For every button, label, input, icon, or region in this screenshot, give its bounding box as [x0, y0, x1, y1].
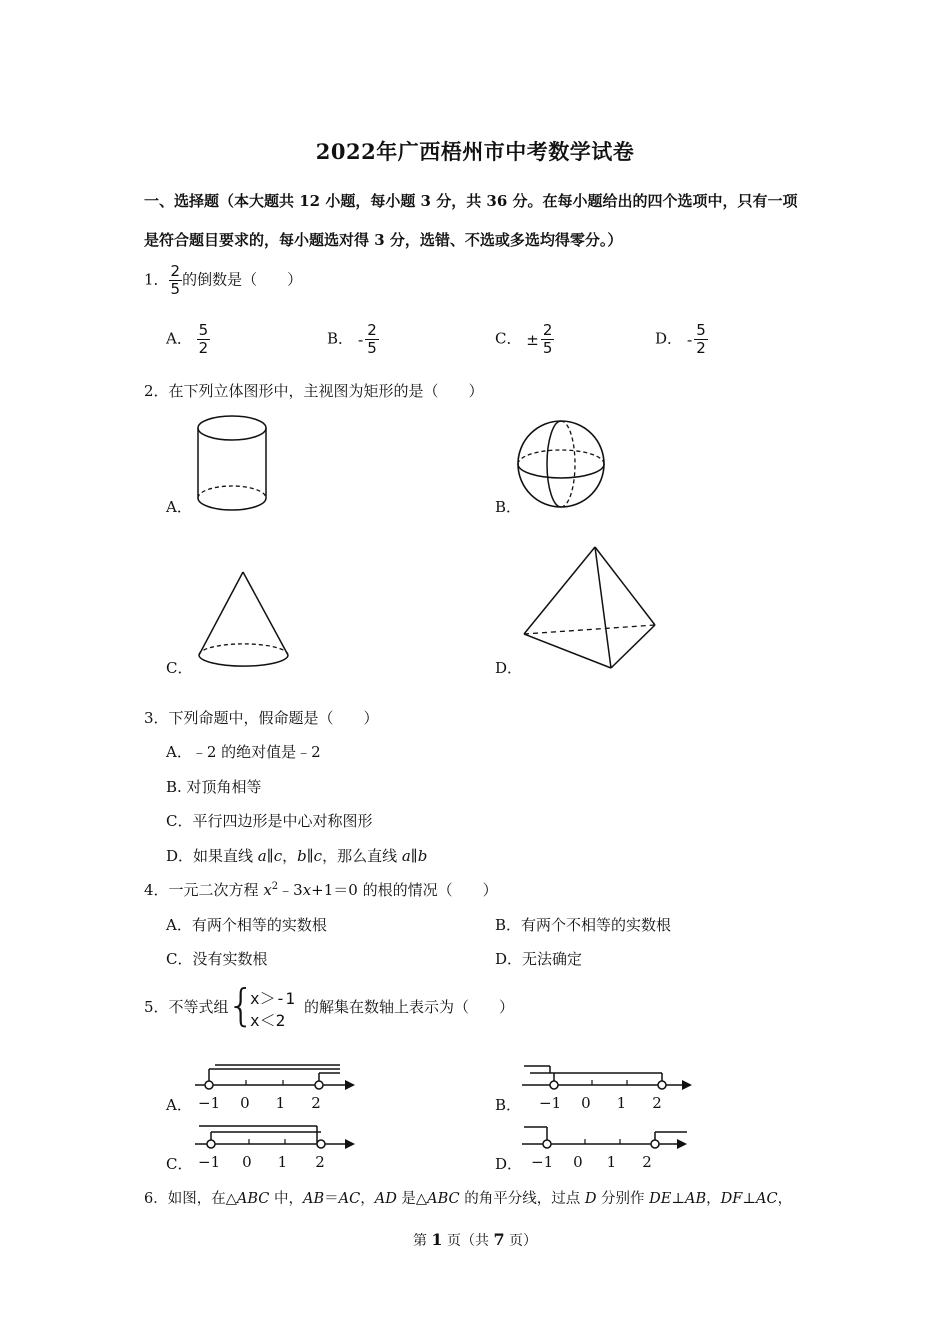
question-text: 的倒数是（ ） — [182, 270, 303, 289]
parallel-symbol: ∥ — [266, 847, 274, 865]
var-b: b — [297, 847, 307, 865]
comma: ， — [777, 1191, 793, 1207]
triangle-name: ABC — [427, 1191, 460, 1207]
section-heading-line1: 一、选择题（本大题共 12 小题，每小题 3 分，共 36 分。在每小题给出的四个选项中，只有一项 — [144, 192, 798, 210]
question-3: 3．下列命题中，假命题是（ ） — [144, 709, 379, 727]
tick-label: −1 — [539, 1094, 562, 1112]
perp-symbol: ⊥ — [671, 1191, 686, 1207]
segment: AB — [303, 1191, 325, 1207]
equals: ＝ — [324, 1191, 339, 1207]
var-b: b — [417, 847, 428, 865]
tick-label: 1 — [606, 1153, 617, 1171]
inequality-1: x＞-1 — [250, 989, 295, 1008]
q2-option-b-label[interactable]: B． — [495, 498, 522, 516]
q5-option-b-label[interactable]: B． — [495, 1096, 522, 1114]
footer-text: 页（共 — [442, 1233, 494, 1249]
tick-label: 0 — [581, 1094, 591, 1112]
segment: DE — [649, 1191, 672, 1207]
tick-label: 0 — [240, 1094, 250, 1112]
inequality-2: x＜2 — [250, 1011, 286, 1030]
segment: AD — [374, 1191, 397, 1207]
segment: AB — [685, 1191, 707, 1207]
question-text: 分别作 — [596, 1191, 650, 1207]
tick-label: 2 — [652, 1094, 662, 1112]
numerator: 2 — [542, 321, 553, 339]
var-a: a — [401, 847, 411, 865]
question-4 — [144, 879, 498, 900]
tick-label: 0 — [242, 1153, 252, 1171]
cylinder-figure — [195, 412, 275, 512]
comma: ， — [706, 1191, 721, 1207]
question-number: 1． — [144, 270, 169, 289]
var-x: x — [302, 881, 312, 899]
denominator: 2 — [696, 339, 706, 357]
triangle-name: ABC — [236, 1191, 270, 1207]
page-title: 2022年广西梧州市中考数学试卷 — [315, 139, 635, 164]
q4-option-d[interactable]: D．无法确定 — [495, 950, 583, 968]
tick-label: 2 — [311, 1094, 321, 1112]
q3-option-c[interactable]: C．平行四边形是中心对称图形 — [166, 812, 373, 830]
tick-label: −1 — [198, 1094, 221, 1112]
footer-text: 页） — [504, 1233, 538, 1249]
exponent: 2 — [271, 881, 279, 892]
pyramid-figure — [522, 545, 662, 675]
numerator: 5 — [198, 321, 209, 339]
q3-option-a[interactable]: A．﹣2 的绝对值是﹣2 — [166, 743, 321, 761]
tick-label: 1 — [277, 1153, 288, 1171]
question-text: 是△ — [396, 1191, 428, 1207]
numerator: 5 — [696, 321, 706, 339]
sign: - — [686, 330, 693, 349]
q4-option-b[interactable]: B．有两个不相等的实数根 — [495, 916, 672, 934]
inequality-system — [250, 988, 295, 1032]
axis-tick-labels-a — [198, 1094, 321, 1112]
tick-label: 0 — [573, 1153, 583, 1171]
tick-label: 2 — [315, 1153, 325, 1171]
option-text: ，那么直线 — [322, 847, 402, 865]
question-5-text: 的解集在数轴上表示为（ ） — [304, 998, 515, 1016]
brace-symbol: { — [227, 980, 255, 1031]
q2-option-d-label[interactable]: D． — [495, 659, 523, 677]
var-c: c — [273, 847, 283, 865]
axis-tick-labels-b — [539, 1094, 662, 1112]
tick-label: 1 — [275, 1094, 286, 1112]
sign: - — [357, 330, 364, 349]
denominator: 5 — [170, 280, 181, 298]
question-text: ﹣3 — [278, 881, 303, 899]
q5-option-a-label[interactable]: A． — [166, 1096, 192, 1114]
option-text: D．如果直线 — [166, 847, 258, 865]
page-footer — [0, 1230, 950, 1250]
q2-option-a-label[interactable]: A． — [166, 498, 192, 516]
q1-option-c[interactable] — [495, 322, 554, 357]
q5-option-c-label[interactable]: C． — [166, 1155, 193, 1173]
q1-option-b[interactable] — [327, 322, 379, 357]
tick-label: −1 — [198, 1153, 221, 1171]
fraction — [541, 322, 555, 357]
q4-option-c[interactable]: C．没有实数根 — [166, 950, 268, 968]
fraction — [169, 263, 183, 298]
segment: DF — [720, 1191, 743, 1207]
fraction — [197, 322, 211, 357]
tick-label: 1 — [616, 1094, 627, 1112]
question-text: 4．一元二次方程 — [144, 881, 264, 899]
var-c: c — [313, 847, 323, 865]
question-text: 中， — [269, 1191, 303, 1207]
option-label: A． — [166, 329, 192, 348]
question-2: 2．在下列立体图形中，主视图为矩形的是（ ） — [144, 382, 484, 400]
question-text: 6．如图，在△ — [144, 1191, 237, 1207]
denominator: 5 — [367, 339, 377, 357]
var-x: x — [263, 881, 272, 899]
point: D — [584, 1191, 597, 1207]
denominator: 5 — [542, 339, 553, 357]
tick-label: 2 — [642, 1153, 652, 1171]
q1-option-a[interactable] — [166, 322, 210, 357]
fraction — [365, 322, 379, 357]
q4-option-a[interactable]: A．有两个相等的实数根 — [166, 916, 327, 934]
numerator: 2 — [367, 321, 377, 339]
segment: AC — [756, 1191, 778, 1207]
comma: ， — [360, 1191, 375, 1207]
q1-option-d[interactable] — [655, 322, 708, 357]
denominator: 2 — [198, 339, 209, 357]
q3-option-d[interactable] — [166, 845, 427, 866]
q5-option-d-label[interactable]: D． — [495, 1155, 523, 1173]
question-1 — [144, 263, 302, 298]
page-number: 1 — [431, 1230, 443, 1249]
footer-text: 第 — [412, 1233, 432, 1249]
perp-symbol: ⊥ — [742, 1191, 756, 1207]
question-text: +1＝0 的根的情况（ ） — [311, 881, 498, 899]
parallel-symbol: ∥ — [306, 847, 314, 865]
comma: ， — [282, 847, 298, 865]
tick-label: −1 — [531, 1153, 554, 1171]
q2-option-c-label[interactable]: C． — [166, 659, 193, 677]
cone-figure — [197, 570, 292, 670]
parallel-symbol: ∥ — [410, 847, 418, 865]
sphere-figure — [517, 420, 607, 510]
axis-tick-labels-c — [198, 1153, 325, 1171]
axis-tick-labels-d — [531, 1153, 652, 1171]
question-6 — [144, 1187, 792, 1208]
var-a: a — [257, 847, 267, 865]
q3-option-b[interactable]: B. 对顶角相等 — [166, 778, 262, 796]
section-heading-line2: 是符合题目要求的，每小题选对得 3 分，选错、不选或多选均得零分。） — [144, 231, 623, 249]
option-label: D． — [655, 329, 683, 348]
sign: ± — [526, 330, 539, 349]
page-total: 7 — [493, 1230, 505, 1249]
question-text: 的角平分线，过点 — [459, 1191, 585, 1207]
fraction — [694, 322, 708, 357]
numerator: 2 — [170, 262, 181, 280]
option-label: C． — [495, 329, 522, 348]
segment: AC — [338, 1191, 361, 1207]
option-label: B． — [327, 329, 354, 348]
question-5-prefix: 5．不等式组 — [144, 998, 229, 1016]
